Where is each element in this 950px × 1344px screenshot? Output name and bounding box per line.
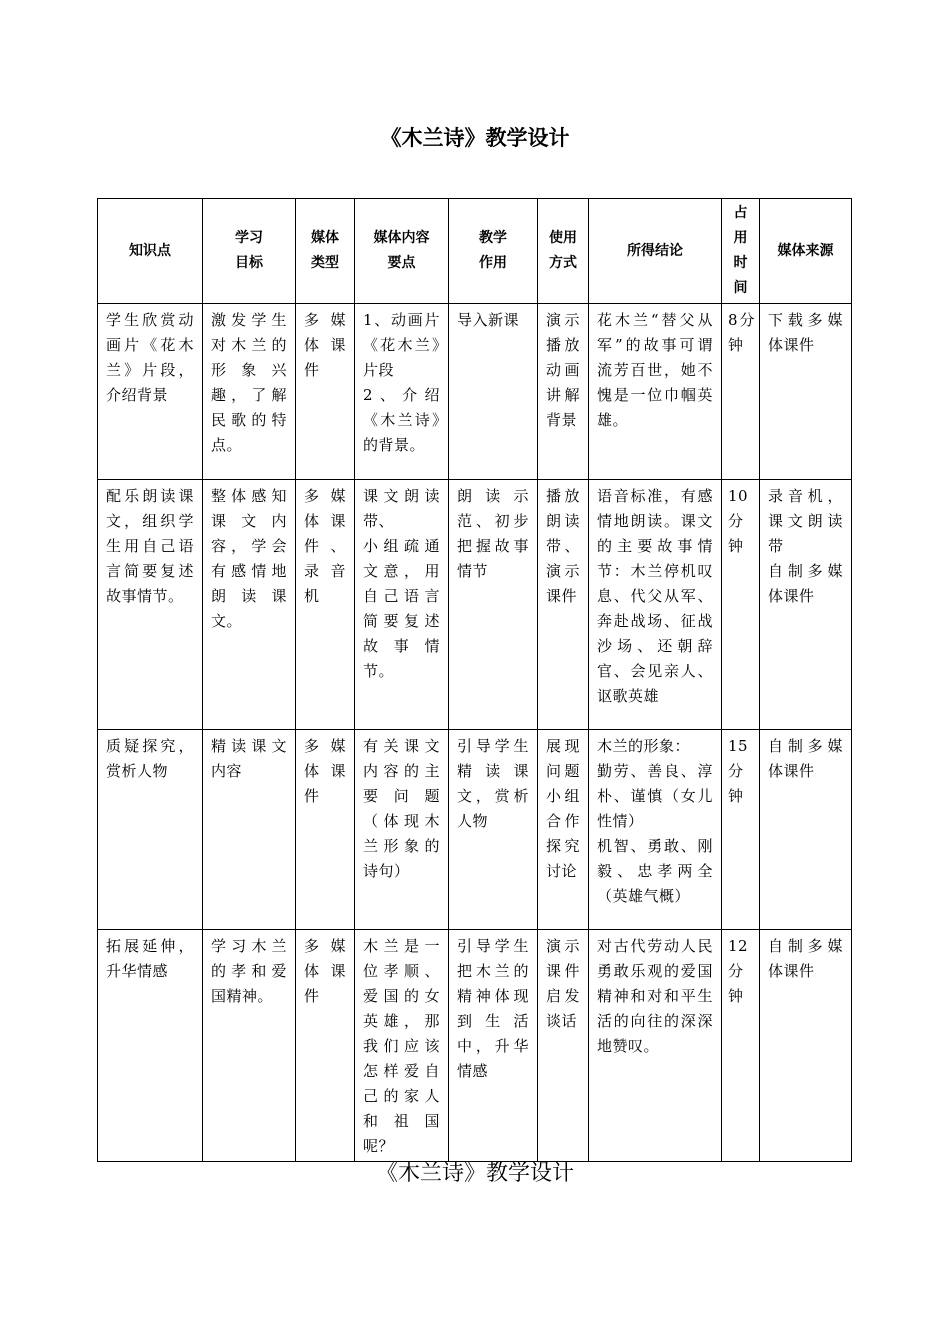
- header-media-type: 媒体 类型: [296, 199, 355, 304]
- cell-knowledge: 拓展延伸，升华情感: [98, 930, 203, 1162]
- cell-teaching-role: 引导学生精读课文，赏析人物: [449, 730, 538, 930]
- lesson-plan-table: [97, 198, 852, 1162]
- cell-usage: 演示课件启发谈话: [538, 930, 589, 1162]
- cell-media-content: 课文朗读带、 小组疏通文意，用自己语言简要复述故事情节。: [355, 480, 449, 730]
- header-media-content: 媒体内容 要点: [355, 199, 449, 304]
- header-usage: 使用 方式: [538, 199, 589, 304]
- cell-time: 8分钟: [722, 304, 760, 480]
- cell-source: 下载多媒体课件: [760, 304, 852, 480]
- cell-goal: 精读课文内容: [203, 730, 296, 930]
- cell-source: 录音机，课文朗读带 自制多媒体课件: [760, 480, 852, 730]
- cell-media-content: 有关课文内容的主要问题（体现木兰形象的诗句）: [355, 730, 449, 930]
- cell-media-type: 多媒体课件: [296, 730, 355, 930]
- table-row: [98, 730, 852, 930]
- cell-time: 10分钟: [722, 480, 760, 730]
- table-row: [98, 930, 852, 1162]
- header-knowledge: 知识点: [98, 199, 203, 304]
- cell-media-type: 多媒体课件: [296, 930, 355, 1162]
- cell-usage: 演示播放动画讲解背景: [538, 304, 589, 480]
- header-goal: 学习 目标: [203, 199, 296, 304]
- cell-goal: 学习木兰的孝和爱国精神。: [203, 930, 296, 1162]
- cell-media-type: 多媒体课件: [296, 304, 355, 480]
- header-teaching-role: 教学 作用: [449, 199, 538, 304]
- cell-conclusion: 语音标准，有感情地朗读。课文的主要故事情节：木兰停机叹息、代父从军、奔赴战场、征战沙场、还朝辞官、会见亲人、讴歌英雄: [589, 480, 722, 730]
- cell-knowledge: 质疑探究，赏析人物: [98, 730, 203, 930]
- cell-usage: 展现问题小组合作探究讨论: [538, 730, 589, 930]
- cell-time: 12分钟: [722, 930, 760, 1162]
- cell-teaching-role: 导入新课: [449, 304, 538, 480]
- cell-knowledge: 配乐朗读课文，组织学生用自己语言简要复述故事情节。: [98, 480, 203, 730]
- header-source: 媒体来源: [760, 199, 852, 304]
- document-title: 《木兰诗》教学设计: [380, 126, 570, 150]
- cell-conclusion: 花木兰“替父从军”的故事可谓流芳百世，她不愧是一位巾帼英雄。: [589, 304, 722, 480]
- cell-conclusion: 木兰的形象： 勤劳、善良、淳朴、谨慎（女儿性情） 机智、勇敢、刚毅、忠孝两全（英雄气概）: [589, 730, 722, 930]
- footer-title: 《木兰诗》教学设计: [375, 1161, 574, 1186]
- cell-teaching-role: 朗读示范、初步把握故事情节: [449, 480, 538, 730]
- cell-goal: 激发学生对木兰的形象兴趣，了解民歌的特点。: [203, 304, 296, 480]
- table-row: [98, 480, 852, 730]
- cell-knowledge: 学生欣赏动画片《花木兰》片段，介绍背景: [98, 304, 203, 480]
- cell-usage: 播放朗读带、演示课件: [538, 480, 589, 730]
- cell-source: 自制多媒体课件: [760, 730, 852, 930]
- cell-media-content: 木兰是一位孝顺、爱国的女英雄，那我们应该怎样爱自己的家人和祖国呢？: [355, 930, 449, 1162]
- cell-goal: 整体感知课文内容，学会有感情地朗读课文。: [203, 480, 296, 730]
- cell-conclusion: 对古代劳动人民勇敢乐观的爱国精神和对和平生活的向往的深深地赞叹。: [589, 930, 722, 1162]
- table-row: [98, 304, 852, 480]
- cell-time: 15分钟: [722, 730, 760, 930]
- header-conclusion: 所得结论: [589, 199, 722, 304]
- table-header-row: [98, 199, 852, 304]
- header-time: 占 用 时 间: [722, 199, 760, 304]
- cell-media-type: 多媒体课件、录音机: [296, 480, 355, 730]
- cell-teaching-role: 引导学生把木兰的精神体现到生活中，升华情感: [449, 930, 538, 1162]
- cell-source: 自制多媒体课件: [760, 930, 852, 1162]
- cell-media-content: 1、动画片《花木兰》片段 2、介绍《木兰诗》的背景。: [355, 304, 449, 480]
